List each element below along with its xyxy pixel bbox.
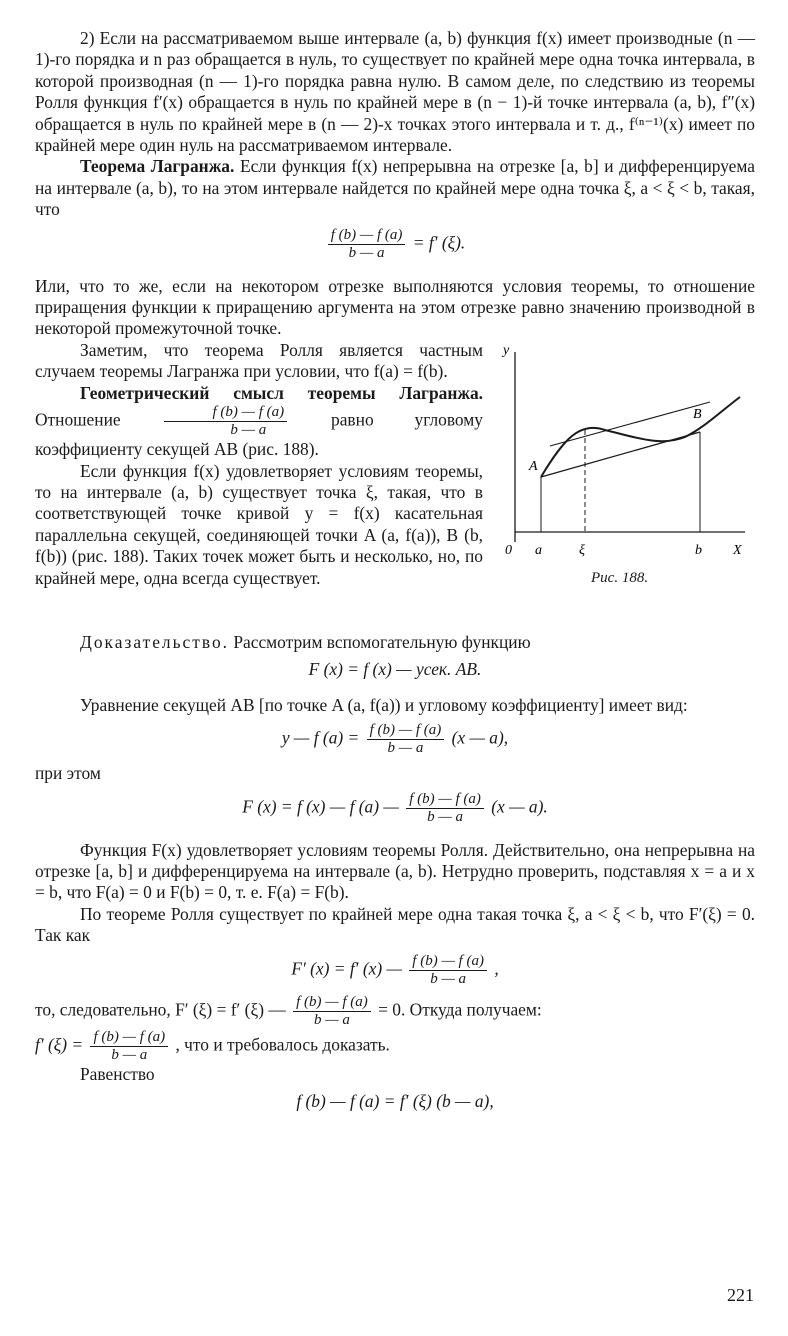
book-page bbox=[35, 28, 755, 1118]
formula1-fraction bbox=[328, 227, 406, 262]
formula1-rhs: = f′ (ξ). bbox=[412, 232, 466, 253]
paragraph-conclusion bbox=[35, 1029, 755, 1064]
conclusion-denominator: b — a bbox=[111, 1046, 148, 1063]
formula5-numerator: f (b) — f (a) bbox=[409, 953, 487, 971]
formula1-numerator: f (b) — f (a) bbox=[328, 227, 406, 245]
paragraph-rolle-special-case: Заметим, что теорема Ролля является частным случаем теоремы Лагранжа при условии, что f(a) = f(b). bbox=[35, 339, 483, 382]
conclusion-numerator: f (b) — f (a) bbox=[90, 1029, 168, 1047]
formula5-fraction bbox=[409, 953, 487, 988]
figure-and-text-block bbox=[35, 340, 755, 632]
page-number: 221 bbox=[727, 1285, 754, 1305]
consequence-denominator: b — a bbox=[314, 1011, 350, 1028]
text-ravenstvo: Равенство bbox=[80, 1063, 155, 1084]
lagrange-theorem-statement bbox=[35, 156, 755, 220]
formula3-numerator: f (b) — f (a) bbox=[367, 722, 445, 740]
geometric-title: Геометрический смысл теоремы Лагранжа. bbox=[80, 382, 483, 403]
lagrange-graph bbox=[495, 342, 755, 572]
text-pri-etom: при этом bbox=[35, 763, 101, 784]
paragraph-consequence bbox=[35, 994, 755, 1029]
formula5-denominator: b — a bbox=[430, 970, 467, 987]
consequence-text-a: то, следовательно, F′ (ξ) = f′ (ξ) — bbox=[35, 999, 286, 1020]
formula5-lhs: F′ (x) = f′ (x) — bbox=[291, 958, 402, 979]
function-f-formula bbox=[35, 791, 755, 826]
geometric-text-a: Отношение bbox=[35, 409, 121, 430]
label-x: X bbox=[733, 542, 742, 558]
consequence-text-b: = 0. Откуда получаем: bbox=[378, 999, 542, 1020]
formula4-lhs: F (x) = f (x) — f (a) — bbox=[242, 796, 399, 816]
formula4-numerator: f (b) — f (a) bbox=[406, 791, 484, 809]
theorem-title: Теорема Лагранжа. bbox=[80, 156, 235, 177]
formula3-lhs: y — f (a) = bbox=[281, 727, 360, 748]
label-y: y bbox=[503, 342, 510, 358]
geometric-numerator: f (b) — f (a) bbox=[164, 404, 287, 422]
paragraph-tangent-parallel: Если функция f(x) удовлетворяет условиям теоремы, то на интервале (a, b) существует точка ξ, такая, что в соответствующей точке кривой y = f(x) касательная параллельна секущей, соединяющей точки A (a, f(a)), B (b, f(b)) (рис. 188). Таких точек может быть и несколько, но, по крайней мере, одна всегда существует. bbox=[35, 460, 483, 588]
formula3-rhs: (x — a), bbox=[451, 727, 509, 748]
label-b: b bbox=[695, 542, 702, 558]
paragraph-interpretation: Или, что то же, если на некотором отрезке выполняются условия теоремы, то отношение приращения функции к приращению аргумента на этом отрезке равно значению производной в некоторой промежуточной точке. bbox=[35, 275, 755, 339]
formula4-fraction bbox=[406, 791, 484, 826]
label-point-a: A bbox=[529, 458, 538, 474]
tangent-line bbox=[550, 402, 710, 446]
geometric-fraction bbox=[164, 404, 287, 439]
consequence-fraction bbox=[293, 994, 371, 1029]
geometric-denominator: b — a bbox=[230, 422, 267, 439]
secant-ab bbox=[541, 432, 700, 477]
auxiliary-function-formula: F (x) = f (x) — yсек. AB. bbox=[308, 659, 482, 680]
formula1-denominator: b — a bbox=[348, 244, 385, 261]
label-a: a bbox=[535, 542, 542, 558]
lagrange-formula bbox=[35, 227, 755, 262]
formula5-rhs: , bbox=[494, 958, 499, 979]
proof-title: Доказательство. bbox=[80, 631, 229, 652]
conclusion-text-b: , что и требовалось доказать. bbox=[175, 1034, 390, 1055]
formula4-denominator: b — a bbox=[427, 808, 463, 825]
paragraph-secant-equation: Уравнение секущей AB [по точке A (a, f(a)) и угловому коэффициенту] имеет вид: bbox=[80, 694, 688, 715]
formula4-rhs: (x — a). bbox=[491, 796, 548, 816]
figure-188 bbox=[495, 342, 755, 632]
label-xi: ξ bbox=[579, 542, 585, 558]
derivative-formula bbox=[35, 953, 755, 988]
formula3-fraction bbox=[367, 722, 445, 757]
conclusion-text-a: f′ (ξ) = bbox=[35, 1034, 84, 1055]
paragraph-rolle-corollary: 2) Если на рассматриваемом выше интервале (a, b) функция f(x) имеет производные (n — 1)-го порядка и n раз обращается в нуль, то существует по крайней мере одна точка интервала, в которой производная (n — 1)-го порядка равна нулю. В самом деле, по следствию из теоремы Ролля функция f′(x) обращается в нуль по крайней мере в (n − 1)-й точке интервала (a, b), f″(x) обращается в нуль по крайней мере в (n — 2)-х точках этого интервала и т. д., f⁽ⁿ⁻¹⁾(x) имеет по крайней мере один нуль на рассматриваемом интервале. bbox=[35, 28, 755, 156]
conclusion-fraction bbox=[90, 1029, 168, 1064]
label-point-b: B bbox=[693, 406, 702, 422]
label-o: 0 bbox=[505, 542, 512, 558]
paragraph-rolle-application: По теореме Ролля существует по крайней мере одна такая точка ξ, a < ξ < b, что F′(ξ) = 0. Так как bbox=[35, 903, 755, 946]
consequence-numerator: f (b) — f (a) bbox=[293, 994, 371, 1012]
function-curve bbox=[541, 397, 740, 477]
theorem-text: Если функция f(x) непрерывна на отрезке [a, b] и дифференцируема на интервале (a, b), то на этом интервале найдется по крайней мере одна точка ξ, a < ξ < b, такая, что bbox=[35, 156, 756, 220]
proof-intro bbox=[35, 632, 755, 653]
formula3-denominator: b — a bbox=[387, 740, 424, 757]
geometric-text-b: равно угловому коэффициенту секущей AB (рис. 188). bbox=[35, 409, 483, 460]
secant-equation-formula bbox=[35, 722, 755, 757]
proof-text: Рассмотрим вспомогательную функцию bbox=[228, 631, 531, 652]
final-equality-formula: f (b) — f (a) = f′ (ξ) (b — a), bbox=[296, 1090, 494, 1111]
paragraph-function-conditions: Функция F(x) удовлетворяет условиям теоремы Ролля. Действительно, она непрерывна на отрезке [a, b] и дифференцируема на интервале (a, b). Нетрудно проверить, подставляя x = a и x = b, что F(a) = 0 и F(b) = 0, т. е. F(a) = F(b). bbox=[35, 839, 755, 903]
figure-caption: Рис. 188. bbox=[591, 569, 649, 586]
